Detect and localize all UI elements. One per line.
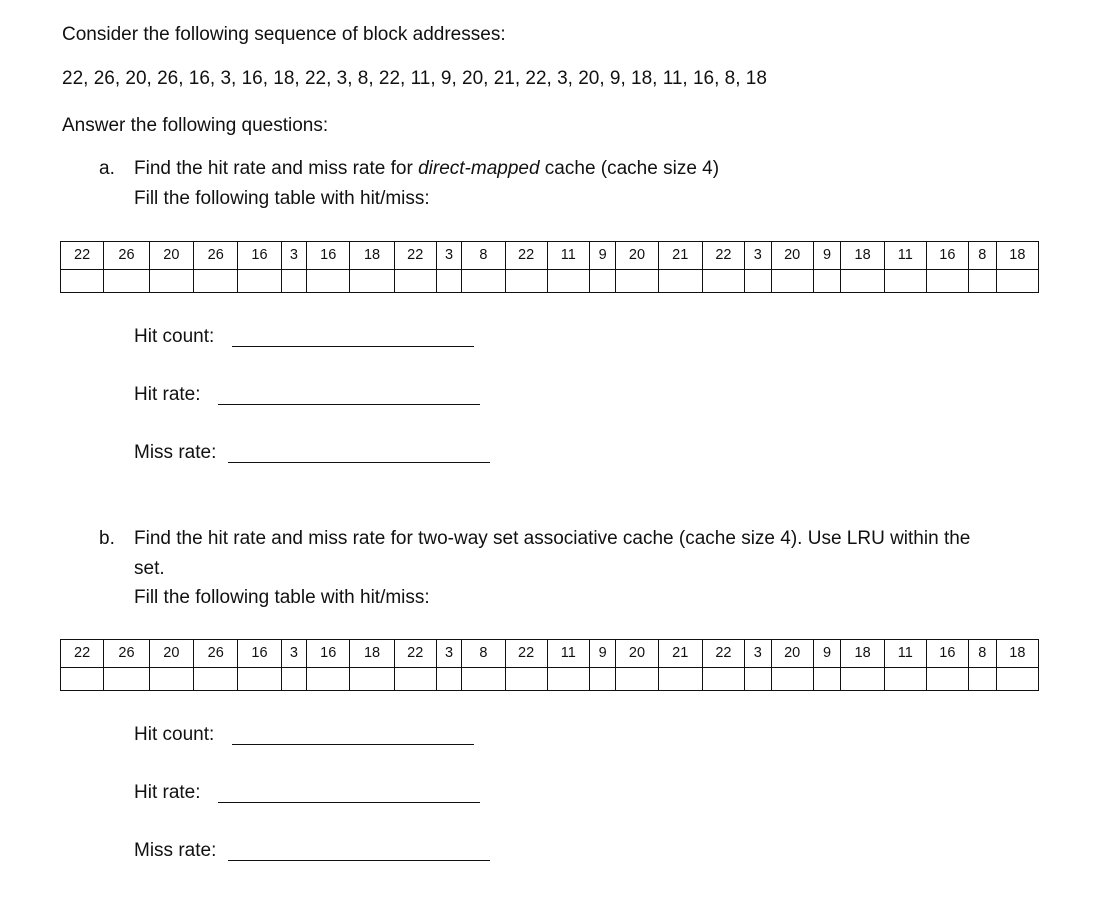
address-cell: 8 [968,242,996,270]
hit-miss-cell[interactable] [394,668,436,691]
part-b-question-continued: set. [134,558,165,579]
hit-miss-cell[interactable] [926,668,968,691]
address-cell: 8 [968,640,996,668]
address-cell: 9 [589,640,616,668]
part-b-answer-row [61,668,1039,691]
address-cell: 20 [771,640,813,668]
hit-miss-cell[interactable] [547,270,589,293]
hit-miss-cell[interactable] [61,668,104,691]
hit-miss-cell[interactable] [350,270,394,293]
part-b-marker: b. [99,528,115,549]
hit-miss-cell[interactable] [194,270,238,293]
hit-miss-cell[interactable] [884,270,926,293]
part-b-miss-rate-blank[interactable] [228,860,490,861]
hit-miss-cell[interactable] [462,668,505,691]
address-cell: 11 [547,640,589,668]
address-cell: 11 [884,242,926,270]
address-cell: 22 [505,640,547,668]
address-cell: 21 [658,242,702,270]
answer-prompt: Answer the following questions: [62,115,329,136]
address-cell: 20 [149,640,193,668]
hit-miss-cell[interactable] [616,270,658,293]
part-b-address-row [61,640,1039,668]
address-cell: 22 [505,242,547,270]
hit-miss-cell[interactable] [462,270,505,293]
address-cell: 8 [462,242,505,270]
part-a-hit-count-blank[interactable] [232,346,474,347]
hit-miss-cell[interactable] [616,668,658,691]
address-cell: 9 [589,242,616,270]
hit-miss-cell[interactable] [238,270,281,293]
hit-miss-cell[interactable] [394,270,436,293]
hit-miss-cell[interactable] [281,668,307,691]
hit-miss-cell[interactable] [149,270,193,293]
address-cell: 9 [813,640,841,668]
address-cell: 18 [350,242,394,270]
address-cell: 18 [350,640,394,668]
address-cell: 22 [702,242,744,270]
address-cell: 18 [841,242,884,270]
hit-miss-cell[interactable] [702,270,744,293]
part-a-hit-count-label: Hit count: [134,326,215,347]
part-a-hit-miss-table [60,241,1039,293]
address-cell: 16 [926,640,968,668]
part-a-hit-rate-label: Hit rate: [134,384,201,405]
part-a-question-end: cache (cache size 4) [539,158,720,179]
hit-miss-cell[interactable] [968,668,996,691]
hit-miss-cell[interactable] [841,270,884,293]
address-cell: 3 [436,242,462,270]
hit-miss-cell[interactable] [884,668,926,691]
hit-miss-cell[interactable] [813,668,841,691]
part-b-hit-count-blank[interactable] [232,744,474,745]
hit-miss-cell[interactable] [771,668,813,691]
part-a-question-start: Find the hit rate and miss rate for [134,158,419,179]
hit-miss-cell[interactable] [658,668,702,691]
hit-miss-cell[interactable] [104,668,149,691]
address-cell: 3 [436,640,462,668]
intro-text: Consider the following sequence of block addresses: [62,24,506,45]
hit-miss-cell[interactable] [996,270,1038,293]
address-cell: 9 [813,242,841,270]
address-cell: 22 [394,242,436,270]
hit-miss-cell[interactable] [436,270,462,293]
hit-miss-cell[interactable] [813,270,841,293]
address-cell: 26 [104,640,149,668]
part-b-instruction: Fill the following table with hit/miss: [134,587,430,608]
hit-miss-cell[interactable] [589,668,616,691]
address-cell: 18 [996,640,1038,668]
hit-miss-cell[interactable] [745,668,772,691]
part-a-address-row [61,242,1039,270]
address-cell: 11 [884,640,926,668]
hit-miss-cell[interactable] [589,270,616,293]
part-a-emphasis: direct-mapped [418,158,540,179]
hit-miss-cell[interactable] [771,270,813,293]
address-cell: 20 [616,640,658,668]
address-cell: 16 [238,640,281,668]
address-cell: 3 [745,242,772,270]
part-a-miss-rate-blank[interactable] [228,462,490,463]
address-cell: 26 [194,640,238,668]
address-cell: 3 [745,640,772,668]
hit-miss-cell[interactable] [149,668,193,691]
address-cell: 20 [771,242,813,270]
address-cell: 3 [281,242,307,270]
hit-miss-cell[interactable] [547,668,589,691]
part-b-miss-rate-label: Miss rate: [134,840,217,861]
hit-miss-cell[interactable] [104,270,149,293]
hit-miss-cell[interactable] [238,668,281,691]
address-cell: 21 [658,640,702,668]
address-cell: 11 [547,242,589,270]
address-cell: 20 [149,242,193,270]
address-cell: 22 [61,242,104,270]
part-a-miss-rate-label: Miss rate: [134,442,217,463]
part-a-instruction: Fill the following table with hit/miss: [134,188,430,209]
hit-miss-cell[interactable] [194,668,238,691]
hit-miss-cell[interactable] [350,668,394,691]
hit-miss-cell[interactable] [307,270,350,293]
address-cell: 16 [307,242,350,270]
address-cell: 16 [926,242,968,270]
hit-miss-cell[interactable] [505,668,547,691]
part-b-hit-miss-table [60,639,1039,691]
address-cell: 22 [702,640,744,668]
part-b-question: Find the hit rate and miss rate for two-way set associative cache (cache size 4). Use LRU within the [134,528,971,549]
hit-miss-cell[interactable] [996,668,1038,691]
part-a-question [134,158,719,180]
part-b-hit-rate-blank[interactable] [218,802,480,803]
address-cell: 22 [61,640,104,668]
address-cell: 3 [281,640,307,668]
hit-miss-cell[interactable] [745,270,772,293]
hit-miss-cell[interactable] [61,270,104,293]
address-cell: 8 [462,640,505,668]
hit-miss-cell[interactable] [307,668,350,691]
hit-miss-cell[interactable] [702,668,744,691]
hit-miss-cell[interactable] [436,668,462,691]
address-cell: 16 [238,242,281,270]
part-a-hit-rate-blank[interactable] [218,404,480,405]
hit-miss-cell[interactable] [658,270,702,293]
sequence-text: 22, 26, 20, 26, 16, 3, 16, 18, 22, 3, 8, 22, 11, 9, 20, 21, 22, 3, 20, 9, 18, 11, 16, 8, 18 [62,68,767,89]
address-cell: 18 [996,242,1038,270]
part-b-hit-rate-label: Hit rate: [134,782,201,803]
hit-miss-cell[interactable] [926,270,968,293]
hit-miss-cell[interactable] [841,668,884,691]
part-a-marker: a. [99,158,115,179]
part-a-answer-row [61,270,1039,293]
address-cell: 16 [307,640,350,668]
address-cell: 22 [394,640,436,668]
part-b-hit-count-label: Hit count: [134,724,215,745]
hit-miss-cell[interactable] [281,270,307,293]
hit-miss-cell[interactable] [505,270,547,293]
hit-miss-cell[interactable] [968,270,996,293]
address-cell: 26 [194,242,238,270]
address-cell: 26 [104,242,149,270]
address-cell: 18 [841,640,884,668]
address-cell: 20 [616,242,658,270]
